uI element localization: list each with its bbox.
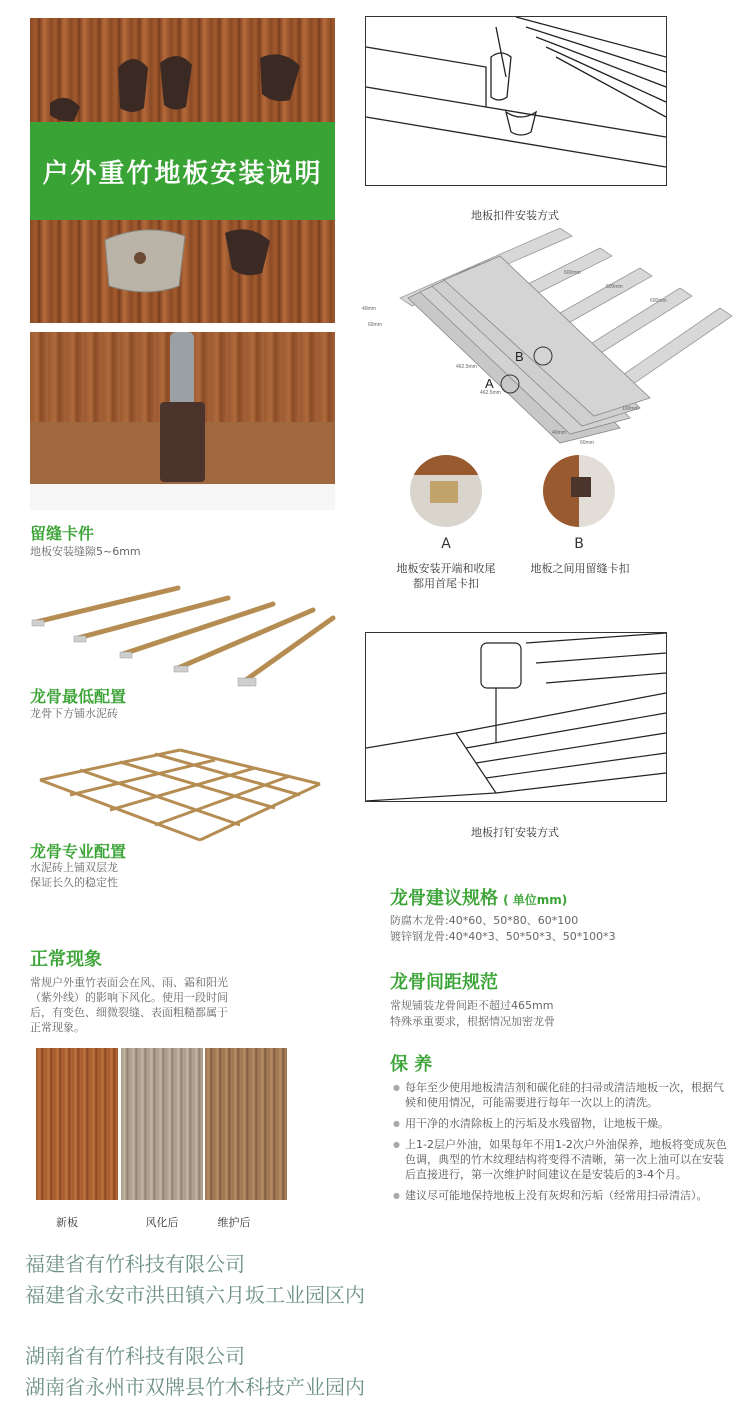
normal-line-2: （紫外线）的影响下风化。使用一段时间 — [30, 991, 228, 1004]
clip-install-drawing — [366, 17, 666, 185]
care-list — [393, 1080, 728, 1209]
dim-2: 600mm — [606, 284, 623, 290]
dim-8: 100mm — [622, 406, 639, 412]
care-item-1: ● 每年至少使用地板清洁剂和碳化硅的扫帚或清洁地板一次，根据气候和使用情况，可能需要进行每年一次以上的清洗。 — [393, 1080, 728, 1110]
label-a: A — [485, 376, 494, 391]
normal-title: 正常现象 — [30, 949, 102, 970]
dim-3: 600mm — [650, 298, 667, 304]
callout-b-text: 地板之间用留缝卡扣 — [530, 562, 630, 575]
nail-install-caption: 地板打钉安装方式 — [471, 826, 559, 839]
board-section-photo — [30, 332, 335, 510]
callout-a-letter: A — [441, 536, 451, 552]
dim-4: 462.5mm — [456, 364, 477, 370]
dim-1: 600mm — [564, 270, 581, 276]
dim-10: 60mm — [580, 440, 594, 446]
texture-weathered-label: 风化后 — [145, 1216, 179, 1229]
nail-install-diagram — [365, 632, 667, 802]
callout-b-letter: B — [574, 536, 584, 552]
footer-company-1: 福建省有竹科技有限公司 — [25, 1252, 245, 1276]
callout-a-text-1: 地板安装开端和收尾 — [396, 562, 496, 575]
keel-pro-title: 龙骨专业配置 — [30, 842, 127, 861]
spec-heading — [390, 884, 567, 910]
spec-line-2: 镀锌钢龙骨:40*40*3、50*50*3、50*100*3 — [390, 930, 616, 943]
keel-min-illustration — [28, 580, 348, 690]
callout-a-image — [410, 455, 482, 527]
dim-5: 462.5mm — [480, 390, 501, 396]
dim-9: 40mm — [552, 430, 566, 436]
title-banner — [30, 122, 335, 220]
clip-title: 留缝卡件 — [30, 524, 95, 543]
texture-maintained-label: 维护后 — [217, 1216, 251, 1229]
normal-line-4: 正常现象。 — [30, 1021, 85, 1034]
spec-line-1: 防腐木龙骨:40*60、50*80、60*100 — [390, 914, 579, 927]
dim-6: 40mm — [362, 306, 376, 312]
label-b: B — [515, 349, 524, 364]
spacing-line-1: 常规铺装龙骨间距不超过465mm — [390, 999, 554, 1012]
texture-new — [36, 1048, 118, 1200]
texture-new-label: 新板 — [56, 1216, 78, 1229]
clip-install-caption: 地板扣件安装方式 — [471, 209, 559, 222]
footer-address-2: 湖南省永州市双牌县竹木科技产业园内 — [25, 1375, 365, 1399]
spec-unit: ( 单位mm) — [503, 893, 568, 907]
deck-layout-drawing — [360, 228, 740, 448]
footer-company-2: 湖南省有竹科技有限公司 — [25, 1344, 245, 1368]
texture-maintained — [205, 1048, 287, 1200]
normal-line-1: 常规户外重竹表面会在风、雨、霜和阳光 — [30, 976, 228, 989]
callout-a-text-2: 都用首尾卡扣 — [413, 577, 479, 590]
texture-weathered — [121, 1048, 203, 1200]
care-title: 保 养 — [390, 1054, 433, 1075]
spacing-line-2: 特殊承重要求，根据情况加密龙骨 — [390, 1015, 555, 1028]
nail-install-drawing — [366, 633, 666, 801]
page-title: 户外重竹地板安装说明 — [42, 158, 323, 189]
clip-subtitle: 地板安装缝隙5~6mm — [30, 545, 141, 558]
spacing-title: 龙骨间距规范 — [390, 972, 498, 993]
keel-pro-drawing — [30, 740, 330, 850]
footer-address-1: 福建省永安市洪田镇六月坂工业园区内 — [25, 1283, 365, 1307]
normal-line-3: 后，有变色、细微裂缝、表面粗糙都属于 — [30, 1006, 228, 1019]
keel-pro-subtitle-1: 水泥砖上铺双层龙 — [30, 861, 118, 874]
callout-b-image — [543, 455, 615, 527]
keel-min-drawing — [28, 580, 348, 690]
care-item-4: ● 建议尽可能地保持地板上没有灰烬和污垢（经常用扫帚清洁）。 — [393, 1188, 728, 1203]
spec-title: 龙骨建议规格 — [390, 888, 498, 909]
care-item-3: ● 上1-2层户外油，如果每年不用1-2次户外油保养，地板将变成灰色色调，典型的竹木纹理结构将变得不清晰，第一次上油可以在安装后直接进行，第一次维护时间建议在是安装后的3-4个月。 — [393, 1137, 728, 1182]
keel-pro-subtitle-2: 保证长久的稳定性 — [30, 876, 118, 889]
care-item-2: ● 用干净的水清除板上的污垢及水残留物，让地板干燥。 — [393, 1116, 728, 1131]
deck-layout-diagram — [360, 228, 740, 448]
clip-install-diagram — [365, 16, 667, 186]
keel-pro-illustration — [30, 740, 330, 850]
keel-min-subtitle: 龙骨下方铺水泥砖 — [30, 707, 118, 720]
dim-7: 60mm — [368, 322, 382, 328]
keel-min-title: 龙骨最低配置 — [30, 687, 127, 706]
